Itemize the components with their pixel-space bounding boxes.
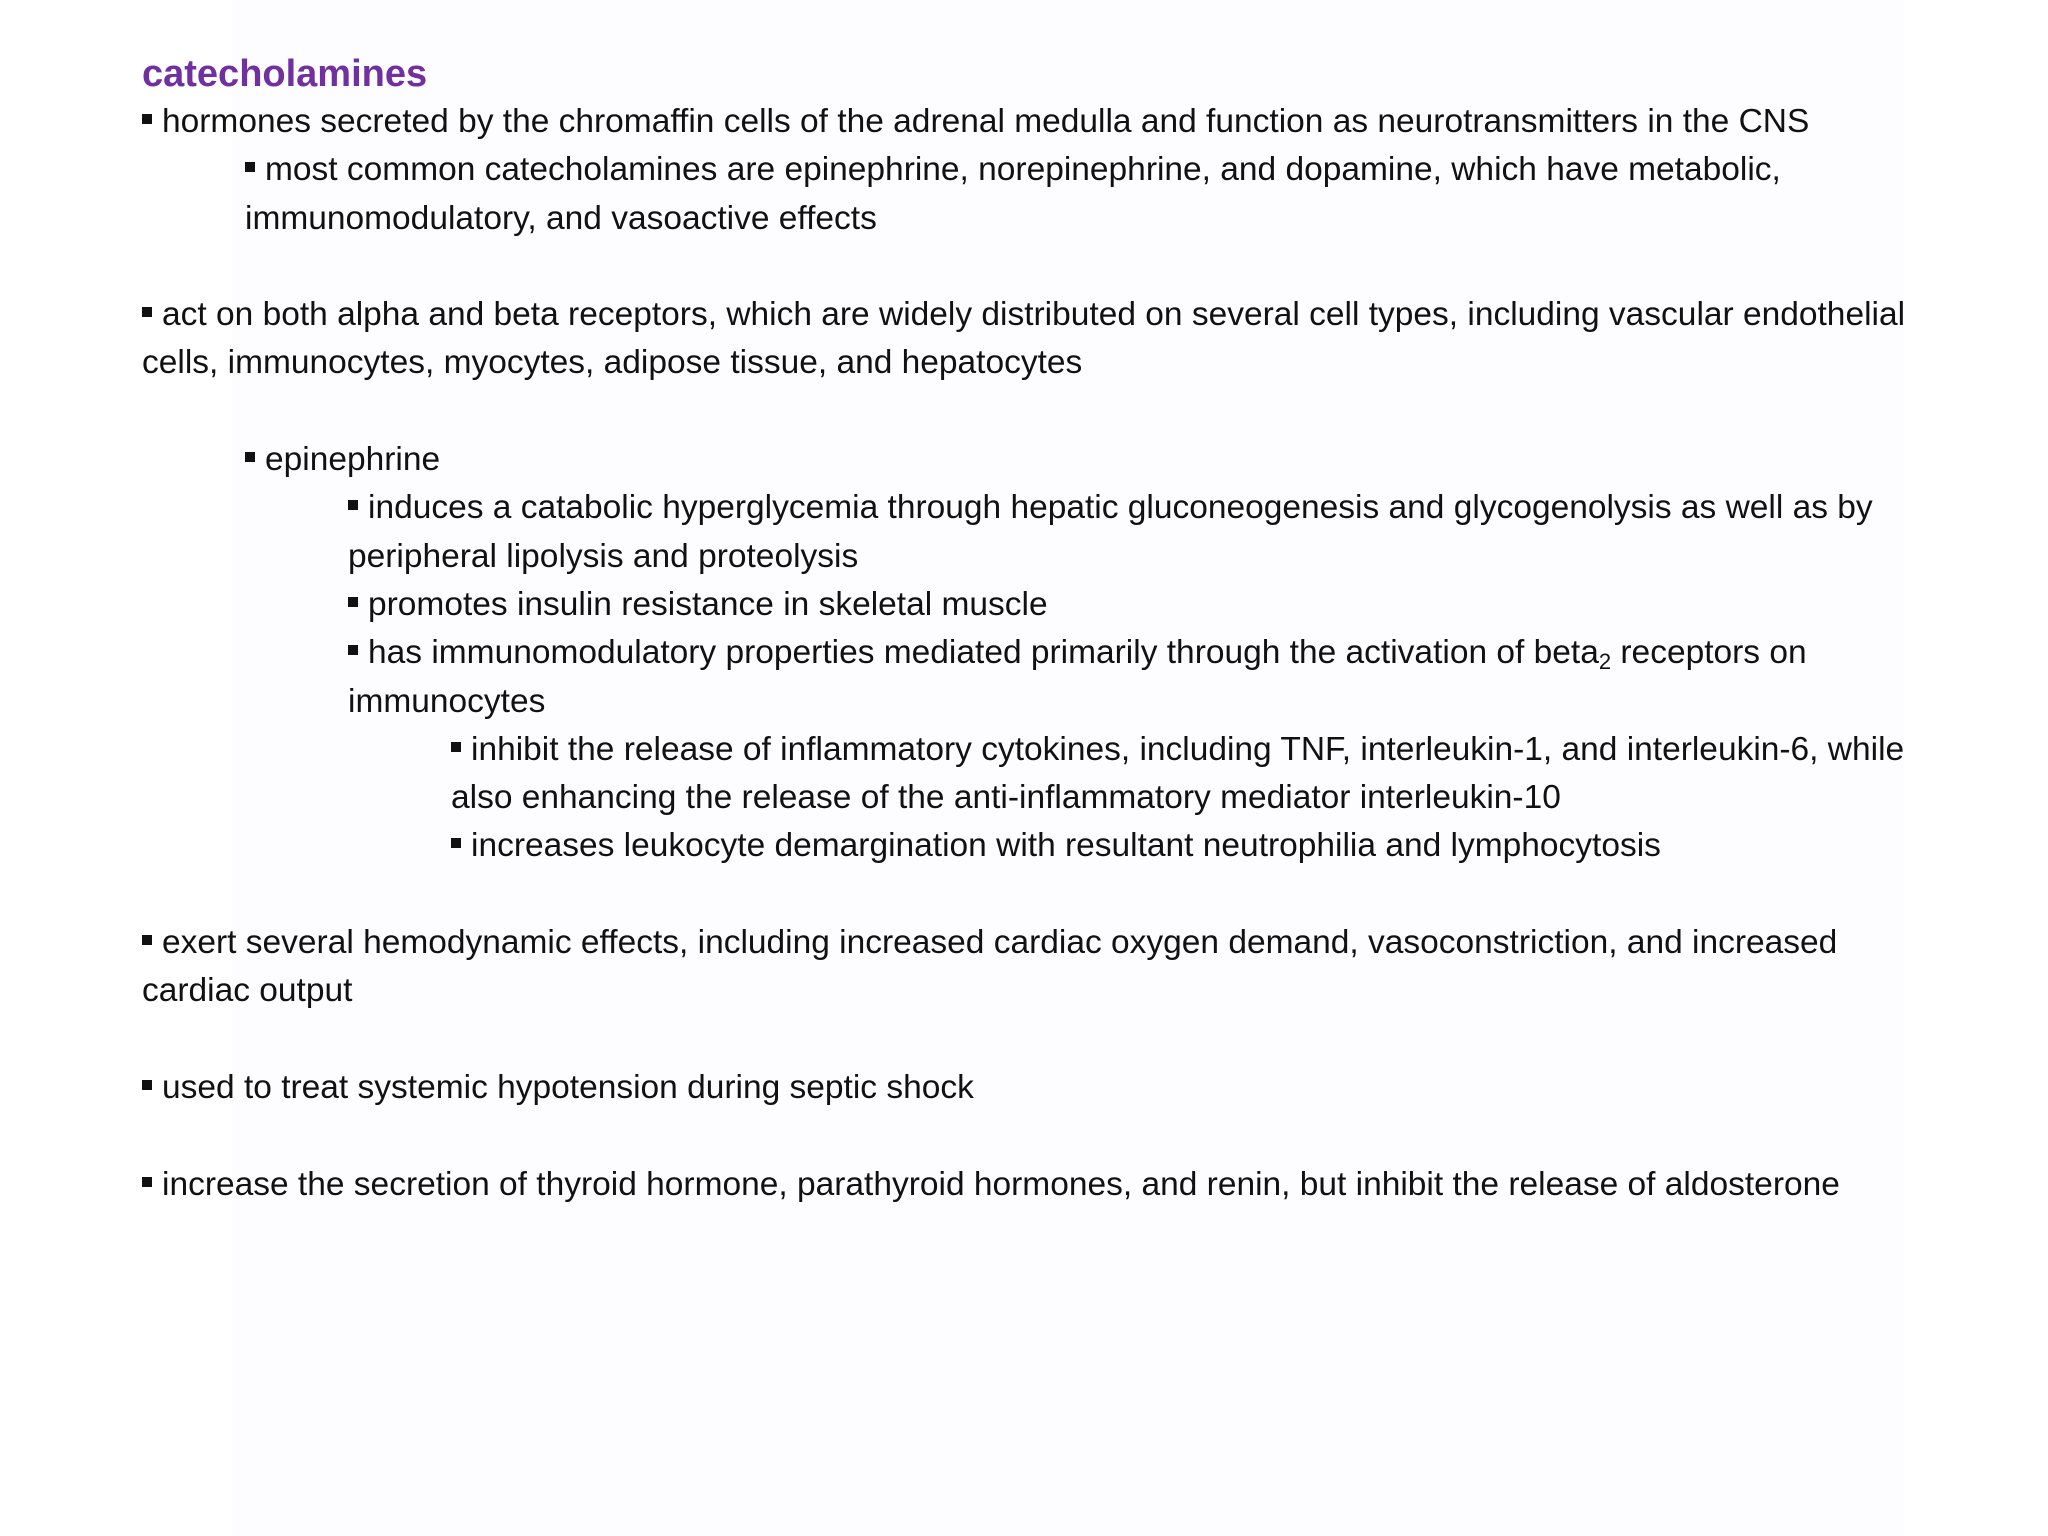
bullet-text: increase the secretion of thyroid hormone, parathyroid hormones, and renin, but inhibit the release of aldosterone xyxy=(162,1165,1840,1203)
square-bullet-icon xyxy=(142,935,152,945)
spacer xyxy=(142,1112,1922,1160)
bullet-item xyxy=(348,484,1922,581)
spacer xyxy=(142,243,1922,291)
bullet-text: epinephrine xyxy=(265,441,441,479)
bullet-text: receptors on immunocytes xyxy=(348,634,1807,720)
bullet-item xyxy=(142,1161,1922,1209)
spacer xyxy=(142,871,1922,919)
bullet-text: most common catecholamines are epinephrine, norepinephrine, and dopamine, which have metabolic, immunomodulatory, and vasoactive effects xyxy=(245,151,1781,237)
square-bullet-icon xyxy=(142,114,152,124)
bullet-text: induces a catabolic hyperglycemia through hepatic gluconeogenesis and glycogenolysis as well as by peripheral lipolysis and proteolysis xyxy=(348,489,1873,575)
bullet-item xyxy=(142,919,1922,1016)
bullet-item xyxy=(142,291,1922,388)
square-bullet-icon xyxy=(451,838,461,848)
slide-title: catecholamines xyxy=(142,53,428,95)
square-bullet-icon xyxy=(348,500,358,510)
bullet-item xyxy=(348,581,1922,629)
square-bullet-icon xyxy=(142,1177,152,1187)
bullet-item xyxy=(245,146,1922,243)
bullet-text: inhibit the release of inflammatory cytokines, including TNF, interleukin-1, and interleukin-6, while also enhancing the release of the anti-inflammatory mediator interleukin-10 xyxy=(451,730,1905,817)
square-bullet-icon xyxy=(348,597,358,607)
square-bullet-icon xyxy=(142,1080,152,1090)
bullet-item xyxy=(142,1064,1922,1112)
square-bullet-icon xyxy=(451,742,461,752)
bullet-text: act on both alpha and beta receptors, which are widely distributed on several cell types, including vascular endothelial cells, immunocytes, myocytes, adipose tissue, and hepatocytes xyxy=(142,296,1906,382)
square-bullet-icon xyxy=(348,645,358,655)
bullet-text: promotes insulin resistance in skeletal muscle xyxy=(368,585,1048,623)
subscript: 2 xyxy=(1598,649,1612,675)
square-bullet-icon xyxy=(245,452,255,462)
bullet-text: used to treat systemic hypotension during septic shock xyxy=(162,1068,974,1106)
bullet-text: exert several hemodynamic effects, including increased cardiac oxygen demand, vasoconstriction, and increased cardiac output xyxy=(142,924,1838,1010)
bullet-list xyxy=(142,98,1922,1209)
slide-content xyxy=(142,50,1922,1209)
square-bullet-icon xyxy=(142,307,152,317)
bullet-item xyxy=(451,822,1951,870)
bullet-text: increases leukocyte demargination with resultant neutrophilia and lymphocytosis xyxy=(471,827,1661,865)
bullet-item xyxy=(245,436,1922,484)
bullet-item xyxy=(142,98,1922,146)
bullet-text: hormones secreted by the chromaffin cells of the adrenal medulla and function as neurotransmitters in the CNS xyxy=(162,103,1810,140)
spacer xyxy=(142,1016,1922,1064)
bullet-item xyxy=(348,629,1922,726)
bullet-item xyxy=(451,726,1922,823)
bullet-text: has immunomodulatory properties mediated primarily through the activation of beta xyxy=(368,634,1599,672)
square-bullet-icon xyxy=(245,162,255,172)
spacer xyxy=(142,388,1922,436)
